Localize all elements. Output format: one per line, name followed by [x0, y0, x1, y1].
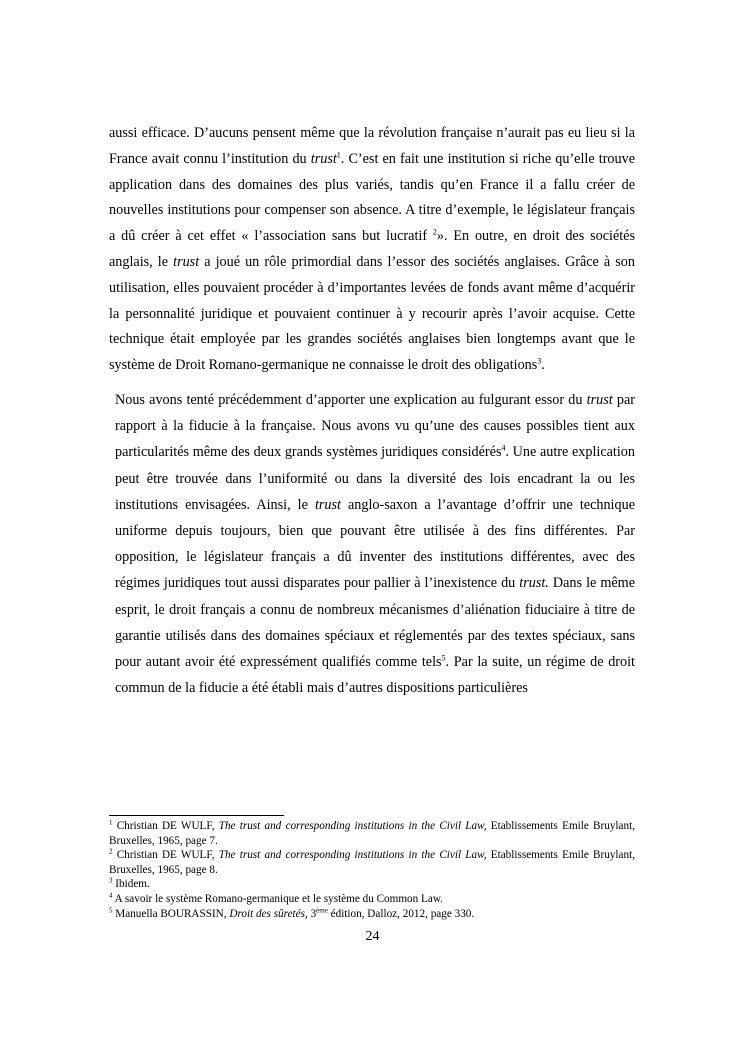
footnote-text: 3 — [307, 907, 317, 920]
italic-term: trust — [586, 391, 613, 408]
footnote-ref[interactable]: 4 — [501, 443, 506, 453]
page-number: 24 — [365, 929, 380, 944]
footnote-text: Etablissements Emile Bruylant, Bruxelles, 1965, page 8. — [109, 849, 635, 876]
footnote-separator — [109, 815, 284, 816]
footnote-text: Christian DE WULF, — [112, 820, 219, 832]
footnote-text: édition, Dalloz, 2012, page 330. — [327, 907, 475, 920]
footnote-text: Etablissements Emile Bruylant, Bruxelles, 1965, page 7. — [109, 820, 635, 847]
footnote-title: Droit des sûretés, — [229, 907, 308, 920]
footnote-5 — [109, 907, 635, 922]
footnote-number: 4 — [109, 891, 113, 900]
text-run: . — [541, 357, 545, 374]
text-run: par rapport à la fiducie à la française. Nous avons vu qu’une des causes possibles tient aux particularités même des deux grands systèmes juridiques considérés — [115, 391, 635, 461]
footnote-text: Christian DE WULF, — [112, 849, 219, 862]
paragraph-2 — [109, 387, 635, 701]
footnote-ref[interactable]: 2 — [432, 227, 437, 237]
footnote-text: Manuella BOURASSIN, — [112, 907, 230, 920]
footnote-title: The trust and corresponding institutions in the Civil Law, — [218, 820, 487, 832]
footnote-2 — [109, 848, 635, 877]
footnote-number: 5 — [109, 905, 113, 914]
footnote-ref[interactable]: 3 — [537, 356, 542, 366]
text-run: . C’est en fait une institution si riche qu’elle trouve application dans des domaines des plus variés, tandis qu’en France il a fallu créer de nouvelles institutions pour compenser son absence. A titre d’exemple, le législateur français a dû créer à cet effet « l’association sans but lucratif — [109, 150, 635, 245]
text-run: a joué un rôle primordial dans l’essor des sociétés anglaises. Grâce à son utilisation, elles pouvaient procéder à d’importantes levées de fonds avant même d’acquérir la personnalité juridique et pouvaient continuer à y recourir après l’avoir acquise. Cette technique était employée par les grandes sociétés anglaises bien longtemps avant que le système de Droit Romano-germanique ne connaisse le droit des obligations — [109, 253, 635, 374]
footnotes — [109, 819, 635, 921]
footnote-1 — [109, 819, 635, 848]
italic-term: trust — [173, 253, 200, 270]
italic-term: trust — [314, 496, 341, 513]
footnote-number: 3 — [109, 876, 113, 885]
text-run: ». En outre, en droit des sociétés anglais, le — [109, 228, 636, 270]
body-text — [109, 121, 635, 701]
footnote-ref[interactable]: 1 — [336, 150, 341, 160]
paragraph-1 — [109, 121, 635, 379]
text-run: . Une autre explication peut être trouvée dans l’uniformité ou dans la diversité des lois encadrant la ou les institutions envisagées. Ainsi, le — [115, 444, 635, 513]
footnote-text: Ibidem. — [112, 878, 150, 891]
edition-superscript: ème — [316, 905, 328, 914]
text-run: . Par la suite, un régime de droit commun de la fiducie a été établi mais d’autres dispositions particulières — [115, 654, 635, 697]
italic-term: trust — [310, 150, 337, 167]
footnote-number: 2 — [109, 847, 113, 856]
text-run: anglo-saxon a l’avantage d’offrir une technique uniforme depuis toujours, bien que pouvant être utilisée à des fins différentes. Par opposition, le législateur français a dû inventer des institutions différentes, avec des régimes juridiques tout aussi disparates pour pallier à l’inexistence du — [115, 496, 635, 592]
footnote-3 — [109, 877, 635, 892]
text-run: Dans le même esprit, le droit français a connu de nombreux mécanismes d’aliénation fiduciaire à titre de garantie utilisés dans des domaines spéciaux et réglementés par des textes spéciaux, sans pour autant avoir été expressément qualifiés comme tels — [115, 575, 635, 670]
text-run: Nous avons tenté précédemment d’apporter une explication au fulgurant essor du — [115, 391, 587, 408]
italic-term: trust. — [519, 575, 549, 592]
footnote-4 — [109, 892, 635, 907]
footnote-ref[interactable]: 5 — [441, 653, 446, 663]
footnote-text: A savoir le système Romano-germanique et le système du Common Law. — [112, 892, 443, 905]
text-run: aussi efficace. D’aucuns pensent même que la révolution française n’aurait pas eu lieu si la France avait connu l’institution du — [109, 125, 635, 167]
footnote-number: 1 — [109, 818, 113, 827]
footnote-title: The trust and corresponding institutions in the Civil Law, — [218, 849, 487, 862]
